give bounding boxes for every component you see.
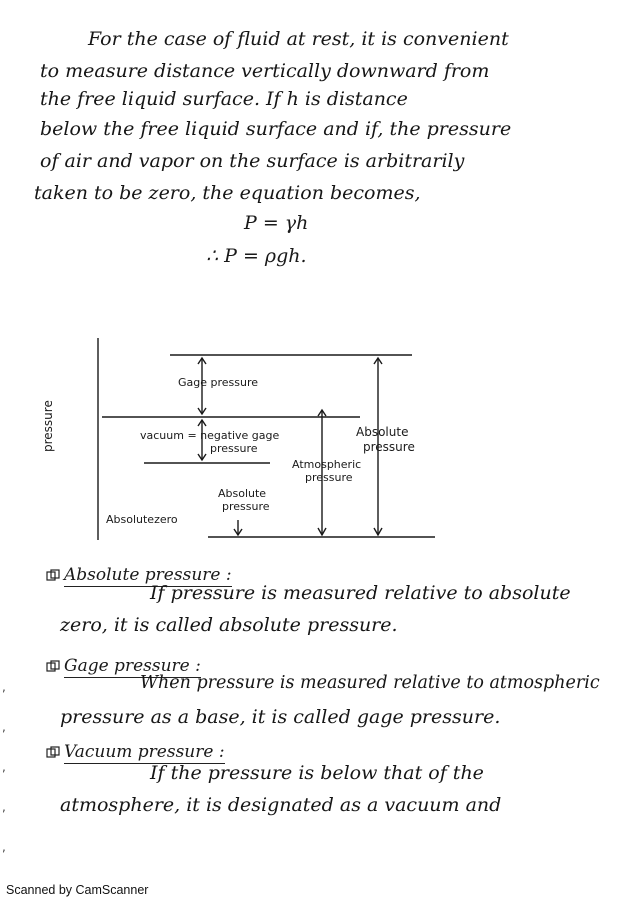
paragraph-line-4: below the free liquid surface and if, the pressure (40, 118, 512, 140)
margin-mark: , (2, 680, 6, 694)
equation-p-rho-g-h: ∴ P = ρgh. (206, 245, 307, 267)
absolute-label-line-1: Absolute (356, 425, 409, 439)
section-absolute-line-1: If pressure is measured relative to absolute (150, 582, 571, 604)
vacuum-label-line-2: pressure (210, 442, 258, 455)
section-heading-text: Absolute pressure : (64, 565, 232, 585)
bottom-absolute-label-line-2: pressure (222, 500, 270, 513)
section-heading-text: Vacuum pressure : (64, 742, 225, 762)
section-heading-text: Gage pressure : (64, 656, 201, 676)
bottom-absolute-label-line-1: Absolute (218, 487, 267, 500)
margin-mark: , (2, 840, 6, 854)
section-gage-line-1: When pressure is measured relative to atmospheric (140, 673, 600, 693)
margin-mark: , (2, 720, 6, 734)
absolute-label-line-2: pressure (363, 440, 415, 454)
absolute-zero-label: Absolutezero (106, 513, 178, 526)
section-vacuum-line-2: atmosphere, it is designated as a vacuum and (60, 794, 502, 816)
section-vacuum-line-1: If the pressure is below that of the (150, 762, 484, 784)
section-absolute-line-2: zero, it is called absolute pressure. (60, 614, 398, 636)
diagram-y-axis-label: pressure (41, 400, 55, 452)
gage-pressure-label: Gage pressure (178, 376, 259, 389)
equation-p-gamma-h: P = γh (244, 212, 309, 234)
section-gage-line-2: pressure as a base, it is called gage pressure. (60, 706, 501, 728)
paragraph-line-1: For the case of fluid at rest, it is convenient (88, 28, 509, 50)
bullet-icon (46, 569, 60, 583)
paragraph-line-6: taken to be zero, the equation becomes, (34, 182, 421, 204)
paragraph-line-2: to measure distance vertically downward from (40, 60, 490, 82)
paragraph-line-5: of air and vapor on the surface is arbitrarily (40, 150, 465, 172)
vacuum-label-line-1: vacuum = negative gage (140, 429, 280, 442)
margin-mark: , (2, 760, 6, 774)
scanner-watermark: Scanned by CamScanner (6, 883, 149, 897)
paragraph-line-3: the free liquid surface. If h is distance (40, 88, 408, 110)
atmospheric-label-line-1: Atmospheric (292, 458, 362, 471)
margin-mark: , (2, 800, 6, 814)
bullet-icon (46, 746, 60, 760)
section-vacuum-heading (46, 742, 225, 764)
atmospheric-label-line-2: pressure (305, 471, 353, 484)
bullet-icon (46, 660, 60, 674)
